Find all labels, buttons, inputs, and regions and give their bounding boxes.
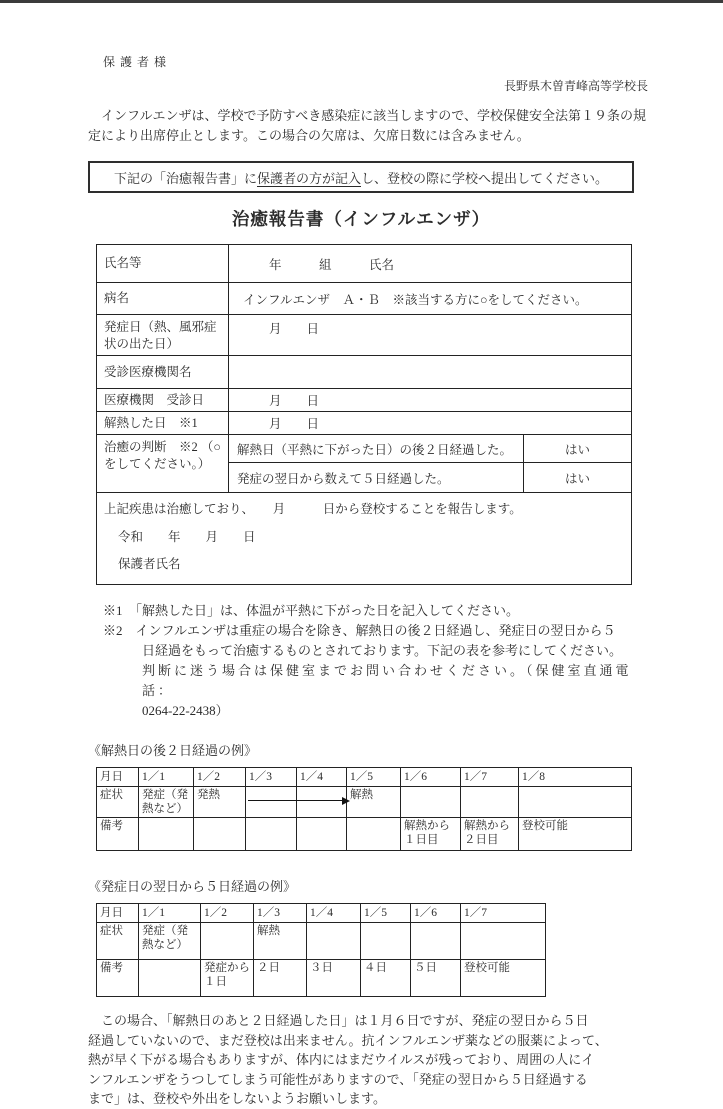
table-cell <box>519 787 632 818</box>
field-value: インフルエンザ Ａ・Ｂ ※該当する方に○をしてください。 <box>229 283 632 315</box>
table-cell <box>297 818 347 851</box>
table-cell: ２日 <box>254 960 307 997</box>
row-header: 症状 <box>97 923 139 960</box>
field-label: 治癒の判断 ※2 （○をしてください。） <box>97 435 229 493</box>
table-cell <box>139 818 194 851</box>
closing-line: まで」は、登校や外出をしないようお願いします。 <box>88 1091 386 1106</box>
table-row <box>97 818 632 851</box>
column-header: 1／4 <box>307 904 361 923</box>
form-row-name <box>97 245 632 283</box>
field-label: 発症日（熱、風邪症状の出た日） <box>97 315 229 356</box>
intro-line: インフルエンザは、学校で予防すべき感染症に該当しますので、学校保健安全法第１９条の規 <box>88 108 646 123</box>
table-cell: 発症（発熱など） <box>139 923 201 960</box>
field-value: 月 日 <box>229 315 632 356</box>
table-cell: ５日 <box>411 960 461 997</box>
closing-line: ンフルエンザをうつしてしまう可能性がありますので、「発症の翌日から５日経過する <box>88 1071 588 1087</box>
column-header: 1／1 <box>139 904 201 923</box>
row-header: 備考 <box>97 960 139 997</box>
table-cell <box>401 787 461 818</box>
table-cell <box>307 923 361 960</box>
field-value: 月 日 <box>229 412 632 435</box>
column-header: 1／6 <box>401 768 461 787</box>
field-label: 解熱した日 ※1 <box>97 412 229 435</box>
column-header: 1／4 <box>297 768 347 787</box>
intro-line: 定により出席停止とします。この場合の欠席は、欠席日数には含みません。 <box>88 128 530 143</box>
form-row-visit-date <box>97 389 632 412</box>
column-header: 1／2 <box>201 904 254 923</box>
sender-school-principal: 長野県木曽青峰高等学校長 <box>503 79 648 93</box>
column-header: 1／1 <box>139 768 194 787</box>
table-row <box>97 904 546 923</box>
page-title: 治癒報告書（インフルエンザ） <box>231 209 491 229</box>
column-header: 1／7 <box>461 768 519 787</box>
recovery-report-form-table <box>96 244 632 585</box>
notice-underlined: 保護者の方が記入 <box>256 170 361 186</box>
table-cell <box>347 818 401 851</box>
judgement-answer: はい <box>524 435 632 463</box>
field-value <box>229 356 632 389</box>
column-header: 1／3 <box>246 768 297 787</box>
field-label: 氏名等 <box>97 245 229 283</box>
report-line: 上記疾患は治癒しており、 月 日から登校することを報告します。 <box>104 502 522 516</box>
form-row-report-statement <box>97 493 632 585</box>
column-header: 月日 <box>97 904 139 923</box>
table-cell <box>139 960 201 997</box>
closing-paragraph <box>88 1011 653 1109</box>
column-header: 1／3 <box>254 904 307 923</box>
table-cell <box>461 923 546 960</box>
table-cell <box>297 787 347 818</box>
intro-paragraph <box>88 106 653 146</box>
table-cell: ４日 <box>361 960 411 997</box>
table-row <box>97 960 546 997</box>
table-row <box>97 768 632 787</box>
example1-caption: 《解熱日の後２日経過の例》 <box>88 743 258 758</box>
footnotes <box>103 601 653 721</box>
table-cell: 解熱から１日目 <box>401 818 461 851</box>
example1-table-wrap <box>96 767 653 851</box>
table-cell <box>246 787 297 818</box>
footnote-2-cont: 判断に迷う場合は保健室までお問い合わせください。（保健室直通電話： <box>142 663 632 698</box>
table-cell: 発熱 <box>194 787 246 818</box>
table-cell <box>246 818 297 851</box>
column-header: 1／8 <box>519 768 632 787</box>
example2-table-wrap <box>96 903 653 997</box>
example2-table <box>96 903 546 997</box>
table-cell: ３日 <box>307 960 361 997</box>
closing-line: この場合、「解熱日のあと２日経過した日」は１月６日ですが、発症の翌日から５日 <box>88 1013 589 1028</box>
column-header: 1／7 <box>461 904 546 923</box>
form-row-afebrile-date <box>97 412 632 435</box>
field-value: 年 組 氏名 <box>229 245 632 283</box>
table-cell: 登校可能 <box>461 960 546 997</box>
guardian-name-line: 保護者氏名 <box>118 557 181 571</box>
notice-box <box>88 161 634 193</box>
footnote-2-phone: 0264-22-2438） <box>142 703 229 718</box>
footnote-2: ※2 インフルエンザは重症の場合を除き、解熱日の後２日経過し、発症日の翌日から５ <box>103 623 616 638</box>
table-cell: 発症（発熱など） <box>139 787 194 818</box>
table-cell: 解熱から２日目 <box>461 818 519 851</box>
example2-caption: 《発症日の翌日から５日経過の例》 <box>88 879 297 894</box>
closing-line: 熱が早く下がる場合もありますが、体内にはまだウイルスが残っており、周囲の人にイ <box>88 1052 595 1067</box>
fever-duration-arrow-icon <box>248 800 348 801</box>
footnote-1: ※1 「解熱した日」は、体温が平熱に下がった日を記入してください。 <box>103 603 520 618</box>
judgement-criterion: 発症の翌日から数えて５日経過した。 <box>229 463 524 493</box>
table-cell <box>201 923 254 960</box>
table-cell: 解熱 <box>254 923 307 960</box>
column-header: 1／6 <box>411 904 461 923</box>
field-value: 月 日 <box>229 389 632 412</box>
field-label: 受診医療機関名 <box>97 356 229 389</box>
form-row-clinic-name <box>97 356 632 389</box>
field-label: 医療機関 受診日 <box>97 389 229 412</box>
table-cell <box>194 818 246 851</box>
column-header: 1／2 <box>194 768 246 787</box>
document-page <box>0 3 723 1109</box>
field-label: 病名 <box>97 283 229 315</box>
report-statement <box>97 493 632 585</box>
notice-text: 下記の「治癒報告書」に保護者の方が記入し、登校の際に学校へ提出してください。 <box>113 170 609 186</box>
form-row-onset-date <box>97 315 632 356</box>
footnote-2-cont: 日経過をもって治癒するものとされております。下記の表を参考にしてください。 <box>142 643 622 658</box>
table-cell <box>461 787 519 818</box>
table-row <box>97 923 546 960</box>
column-header: 月日 <box>97 768 139 787</box>
row-header: 症状 <box>97 787 139 818</box>
closing-line: 経過していないので、まだ登校は出来ません。抗インフルエンザ薬などの服薬によって、 <box>88 1032 608 1048</box>
table-cell <box>411 923 461 960</box>
judgement-answer: はい <box>524 463 632 493</box>
form-row-judgement-1 <box>97 435 632 463</box>
report-date-line: 令和 年 月 日 <box>118 530 256 544</box>
table-row <box>97 787 632 818</box>
row-header: 備考 <box>97 818 139 851</box>
table-cell: 登校可能 <box>519 818 632 851</box>
example1-table <box>96 767 632 851</box>
table-cell: 解熱 <box>347 787 401 818</box>
table-cell: 発症から１日 <box>201 960 254 997</box>
judgement-criterion: 解熱日（平熱に下がった日）の後２日経過した。 <box>229 435 524 463</box>
column-header: 1／5 <box>347 768 401 787</box>
column-header: 1／5 <box>361 904 411 923</box>
salutation: 保 護 者 様 <box>103 55 168 69</box>
table-cell <box>361 923 411 960</box>
form-row-disease <box>97 283 632 315</box>
